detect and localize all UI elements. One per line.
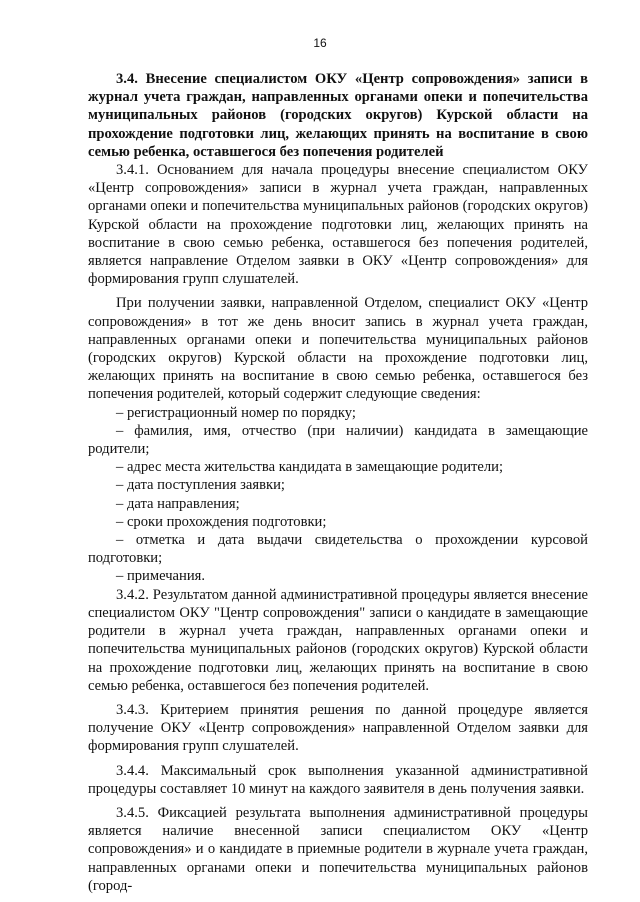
list-item: – дата поступления заявки; bbox=[116, 477, 285, 494]
paragraph-request-received: При получении заявки, направленной Отделом, специалист ОКУ «Центр сопровождения» в тот же день вносит запись в журнал учета граждан, направленных органами опеки и попечительства муниципальных районов (городских округов) Курской области на прохождение подготовки лиц, желающих принять на воспитание в свою семью ребенка, оставшегося без попечения родителей, который содержит следующие сведения: bbox=[88, 295, 588, 403]
list-item: – адрес места жительства кандидата в замещающие родители; bbox=[116, 459, 504, 476]
list-item: – фамилия, имя, отчество (при наличии) кандидата в замещающие родители; bbox=[88, 422, 588, 458]
document-body bbox=[88, 70, 588, 895]
section-heading: 3.4. Внесение специалистом ОКУ «Центр сопровождения» записи в журнал учета граждан, направленных органами опеки и попечительства муниципальных районов (городских округов) Курской области на прохождение подготовки лиц, желающих принять на воспитание в свою семью ребенка, оставшегося без попечения родителей bbox=[88, 71, 588, 160]
page-number: 16 bbox=[313, 36, 327, 50]
paragraph-3-4-5: 3.4.5. Фиксацией результата выполнения административной процедуры является наличие внесенной записи специалистом ОКУ «Центр сопровождения» и о кандидате в приемные родители в журнале учета граждан, направленных органами опеки и попечительства муниципальных районов (город- bbox=[88, 804, 588, 894]
paragraph-3-4-3: 3.4.3. Критерием принятия решения по данной процедуре является получение ОКУ «Центр сопровождения» направленной Отделом заявки для формирования групп слушателей. bbox=[88, 701, 588, 755]
list-item: – дата направления; bbox=[116, 495, 240, 512]
paragraph-3-4-2: 3.4.2. Результатом данной административной процедуры является внесение специалистом ОКУ "Центр сопровождения" записи о кандидате в замещающие родители в журнал учета граждан, направленных органами опеки и попечительства муниципальных районов (городских округов) Курской области на прохождение подготовки лиц, желающих принять на воспитание в свою семью ребенка, оставшегося без попечения родителей. bbox=[88, 586, 588, 694]
list-item: – регистрационный номер по порядку; bbox=[116, 404, 356, 421]
list-item: – сроки прохождения подготовки; bbox=[116, 513, 327, 530]
paragraph-3-4-4: 3.4.4. Максимальный срок выполнения указанной административной процедуры составляет 10 минут на каждого заявителя в день получения заявки. bbox=[88, 762, 588, 797]
paragraph-3-4-1: 3.4.1. Основанием для начала процедуры внесение специалистом ОКУ «Центр сопровождения» записи в журнал учета граждан, направленных органами опеки и попечительства муниципальных районов (городских округов) Курской области на прохождение подготовки лиц, желающих принять на воспитание в свою семью ребенка, оставшегося без попечения родителей, является направление Отделом заявки в ОКУ «Центр сопровождения» для формирования групп слушателей. bbox=[88, 162, 588, 288]
list-item: – примечания. bbox=[116, 568, 206, 585]
journal-fields-list bbox=[88, 404, 588, 586]
list-item: – отметка и дата выдачи свидетельства о прохождении курсовой подготовки; bbox=[88, 532, 588, 567]
